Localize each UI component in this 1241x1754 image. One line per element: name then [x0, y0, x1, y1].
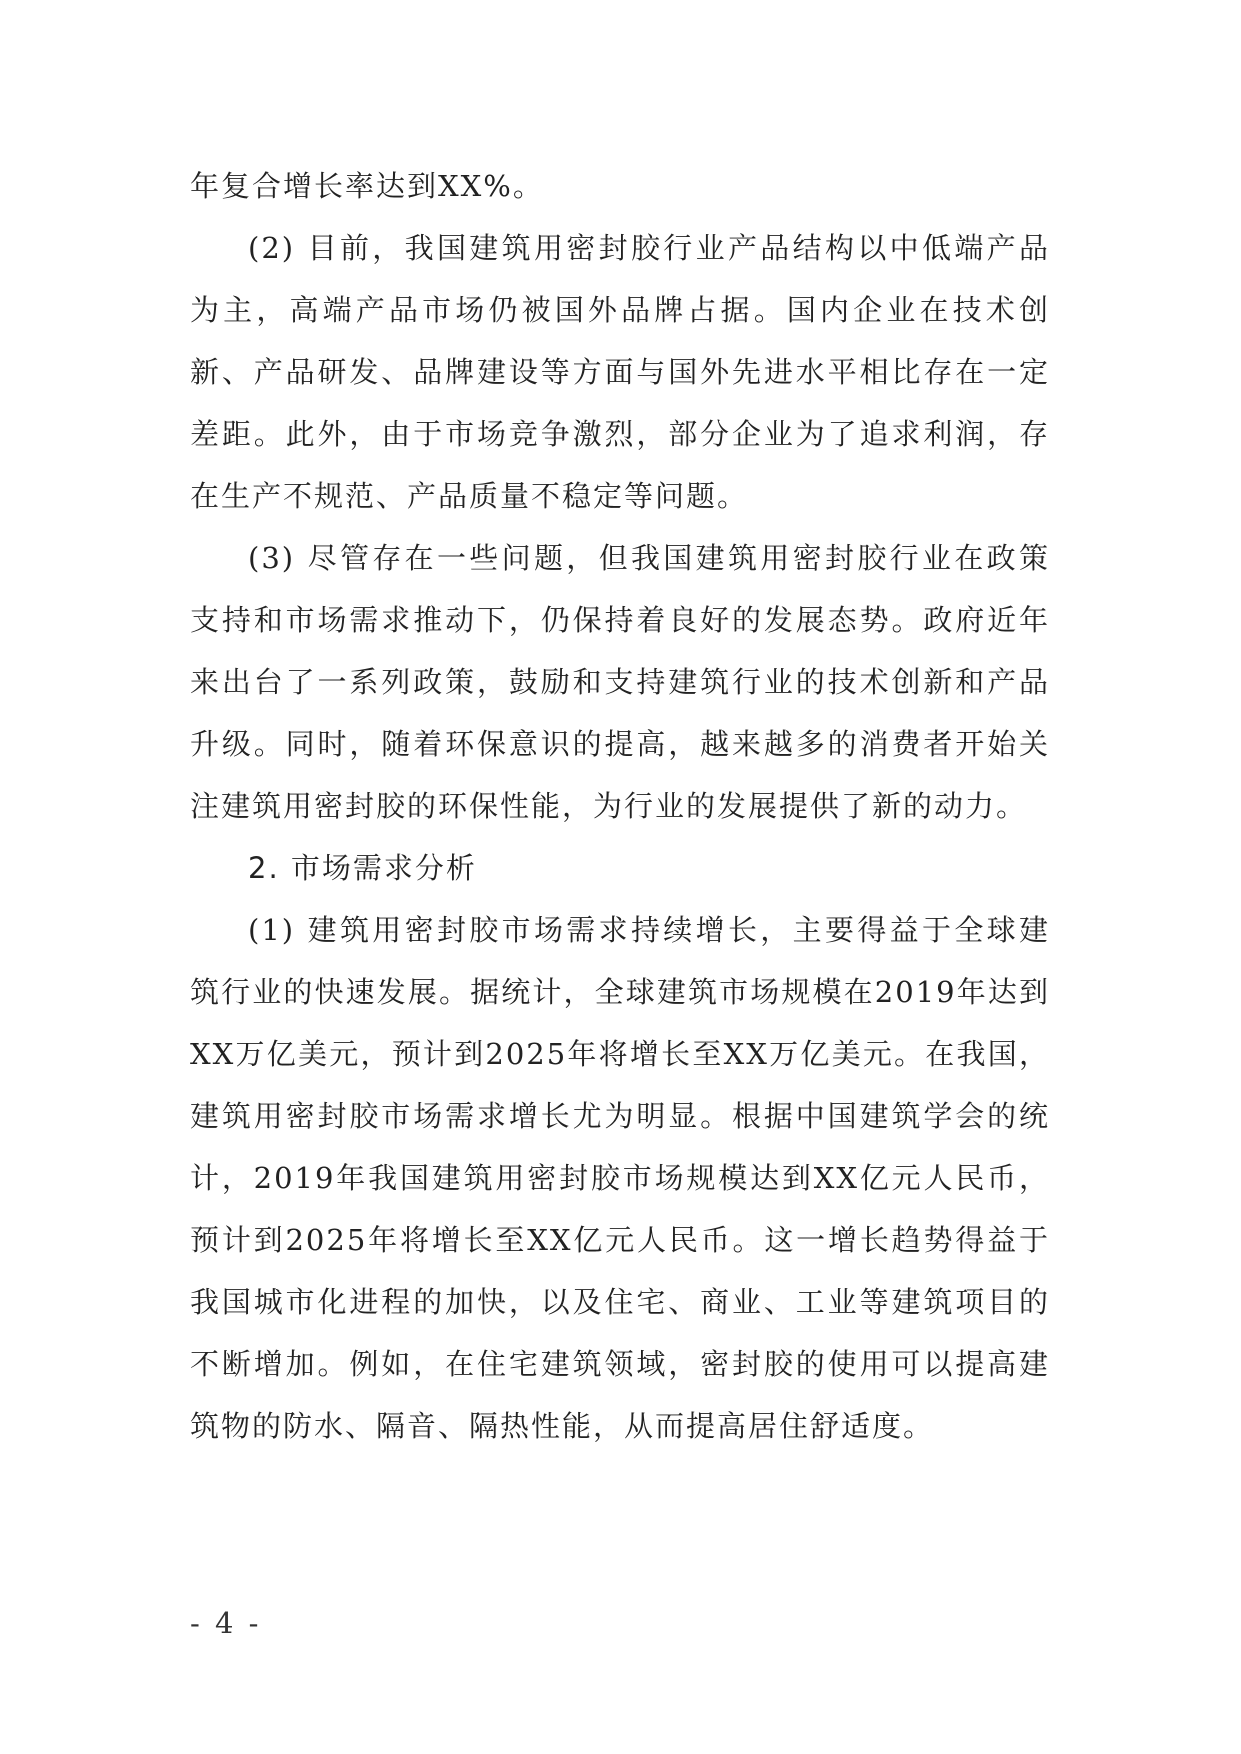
paragraph-market-demand-1: (1) 建筑用密封胶市场需求持续增长，主要得益于全球建筑行业的快速发展。据统计，全球建筑市场规模在2019年达到XX万亿美元，预计到2025年将增长至XX万亿美元。在我国，建筑用密封胶市场需求增长尤为明显。根据中国建筑学会的统计，2019年我国建筑用密封胶市场规模达到XX亿元人民币，预计到2025年将增长至XX亿元人民币。这一增长趋势得益于我国城市化进程的加快，以及住宅、商业、工业等建筑项目的不断增加。例如，在住宅建筑领域，密封胶的使用可以提高建筑物的防水、隔音、隔热性能，从而提高居住舒适度。 — [190, 913, 1050, 1443]
paragraph-point-2: (2) 目前，我国建筑用密封胶行业产品结构以中低端产品为主，高端产品市场仍被国外品牌占据。国内企业在技术创新、产品研发、品牌建设等方面与国外先进水平相比存在一定差距。此外，由于市场竞争激烈，部分企业为了追求利润，存在生产不规范、产品质量不稳定等问题。 — [190, 231, 1050, 513]
document-body — [190, 155, 1050, 1457]
page-number: - 4 - — [190, 1606, 262, 1640]
section-heading-market-demand: 2. 市场需求分析 — [248, 851, 477, 885]
paragraph-point-3: (3) 尽管存在一些问题，但我国建筑用密封胶行业在政策支持和市场需求推动下，仍保持着良好的发展态势。政府近年来出台了一系列政策，鼓励和支持建筑行业的技术创新和产品升级。同时，随着环保意识的提高，越来越多的消费者开始关注建筑用密封胶的环保性能，为行业的发展提供了新的动力。 — [190, 541, 1050, 823]
paragraph-growth-rate-continuation: 年复合增长率达到XX%。 — [190, 169, 544, 203]
